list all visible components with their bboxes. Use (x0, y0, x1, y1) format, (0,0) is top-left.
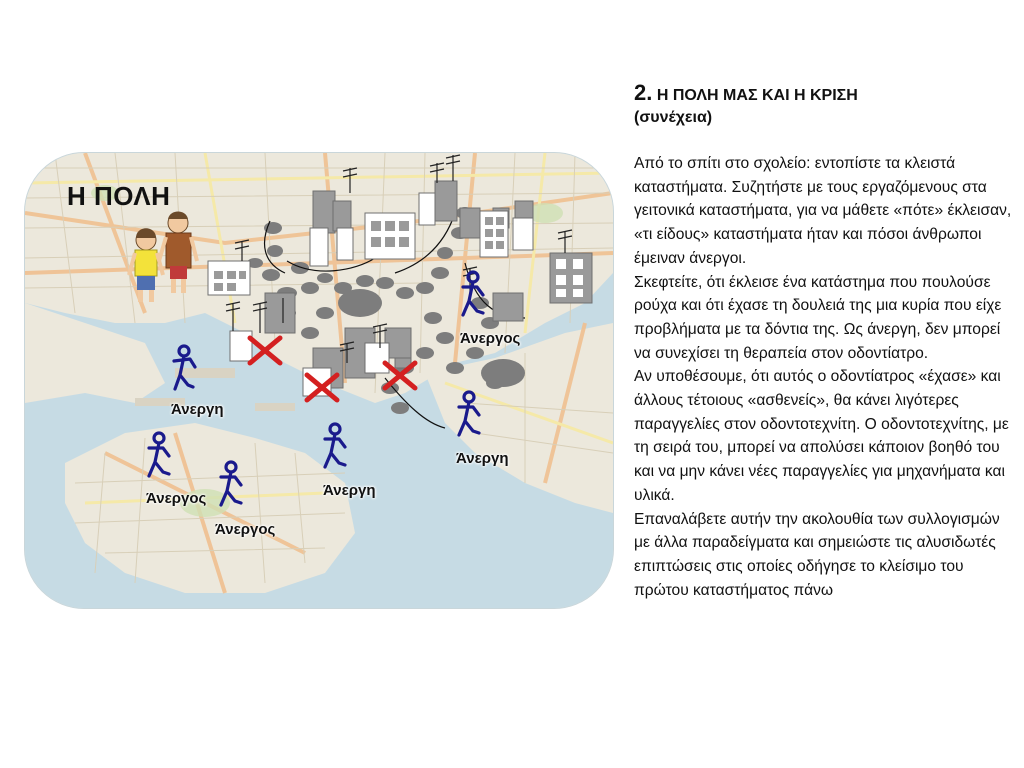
text-column (634, 82, 1019, 602)
label-unemployed-4: Άνεργη (323, 482, 376, 499)
paragraph-3: Αν υποθέσουμε, ότι αυτός ο οδοντίατρος «έχασε» και άλλους τέτοιους «ασθενείς», θα κάνει λιγότερες παραγγελίες στον οδοντοτεχνίτη. Ο οδοντοτεχνίτης, με τη σειρά του, μπορεί να απολύσει κάποιον βοηθό του και να μην κάνει νέες παραγγελίες για μηχανήματα και υλικά. (634, 368, 1009, 504)
heading-number: 2. (634, 80, 653, 105)
label-unemployed-2: Άνεργη (171, 401, 224, 418)
building-right (480, 211, 508, 257)
spacer (634, 129, 1019, 152)
house-left (208, 261, 250, 295)
tower-far-right (550, 253, 592, 303)
paragraph-1: Από το σπίτι στο σχολείο: εντοπίστε τα κλειστά καταστήματα. Συζητήστε με τους εργαζόμενους στα γειτονικά καταστήματα, για να μάθετε «πότε» έκλεισαν, «τι είδους» καταστήματα ήταν και πόσοι άνθρωποι έμειναν άνεργοι. (634, 155, 1012, 267)
label-unemployed-6: Άνεργος (215, 521, 276, 538)
city-map (24, 152, 614, 609)
subheading: (συνέχεια) (634, 109, 713, 126)
label-unemployed-5: Άνεργος (146, 490, 207, 507)
heading-title: Η ΠΟΛΗ ΜΑΣ ΚΑΙ Η ΚΡΙΣΗ (656, 87, 858, 104)
label-unemployed-3: Άνεργη (456, 450, 509, 467)
paragraph-2: Σκεφτείτε, ότι έκλεισε ένα κατάστημα που πουλούσε ρούχα και ότι έχασε τη δουλειά της μια κυρία που είχε προβλήματα με τα δόντια της. Ως άνεργη, δεν μπορεί να συνεχίσει τη θεραπεία στον οδοντίατρο. (634, 273, 1002, 362)
heading (634, 82, 1019, 107)
label-unemployed-1: Άνεργος (460, 330, 521, 347)
school-building (365, 213, 415, 259)
map-illustration (25, 153, 613, 608)
map-title: Η ΠΟΛΗ (67, 181, 171, 211)
paragraph-4: Επαναλάβετε αυτήν την ακολουθία των συλλογισμών με άλλα παραδείγματα και σημειώστε τις αλυσιδωτές επιπτώσεις στις οποίες οδήγησε το κλείσιμο του πρώτου καταστήματος πάνω (634, 510, 1000, 599)
